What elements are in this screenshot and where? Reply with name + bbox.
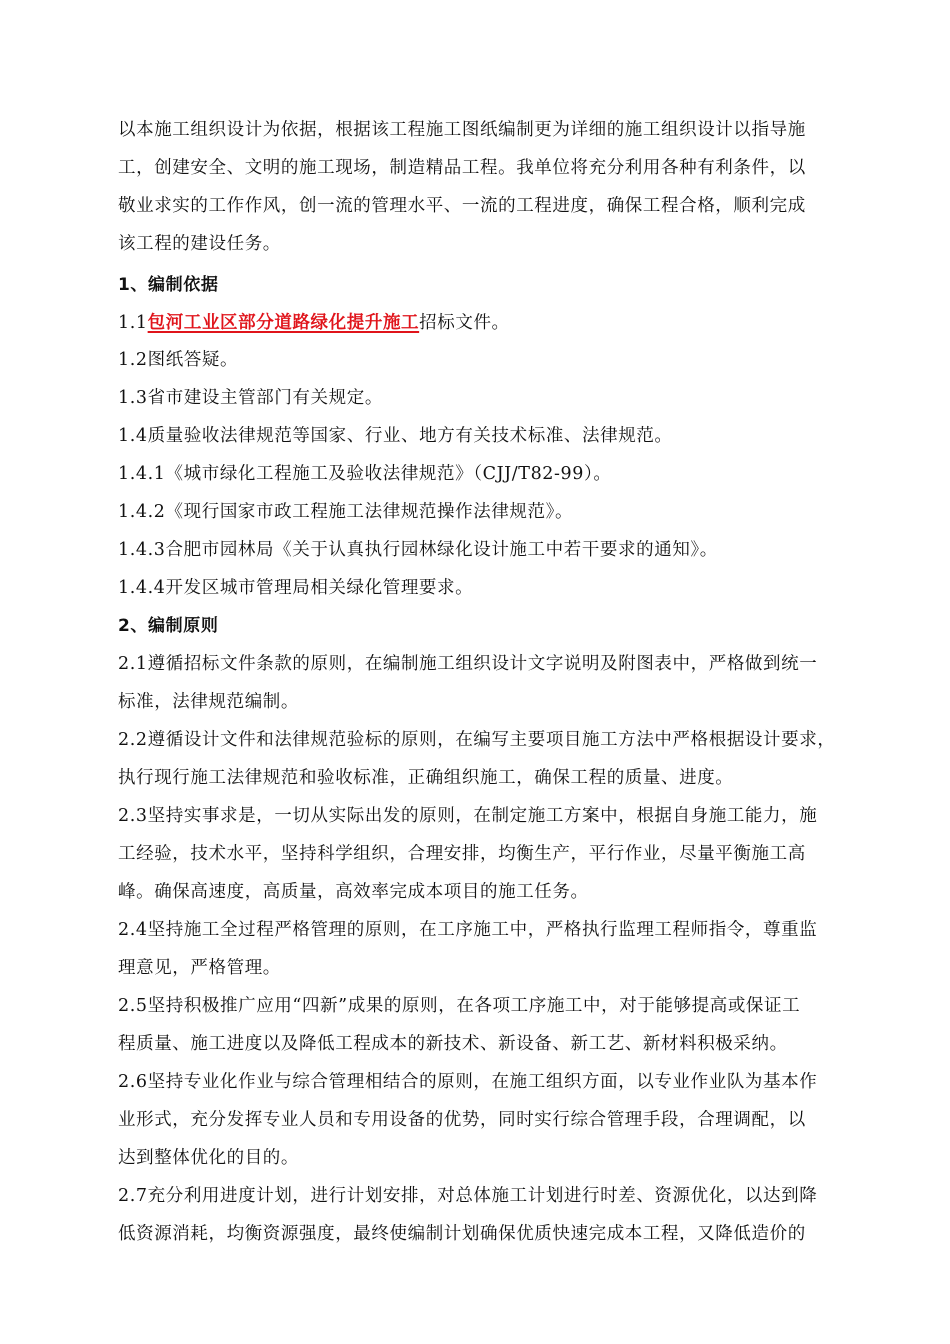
para-2-2-line-2: 执行现行施工法律规范和验收标准，正确组织施工，确保工程的质量、进度。	[118, 768, 734, 788]
item-1-4-2: 1.4.2《现行国家市政工程施工法律规范操作法律规范》。	[118, 502, 574, 522]
item-1-2: 1.2图纸答疑。	[118, 350, 239, 370]
item-1-4-3: 1.4.3合肥市园林局《关于认真执行园林绿化设计施工中若干要求的通知》。	[118, 540, 718, 560]
intro-line-2: 工，创建安全、文明的施工现场，制造精品工程。我单位将充分利用各种有利条件，以	[118, 158, 806, 178]
para-2-4-line-2: 理意见，严格管理。	[118, 958, 281, 978]
para-2-5-line-2: 程质量、施工进度以及降低工程成本的新技术、新设备、新工艺、新材料积极采纳。	[118, 1034, 788, 1054]
intro-line-1: 以本施工组织设计为依据，根据该工程施工图纸编制更为详细的施工组织设计以指导施	[118, 120, 806, 140]
para-2-1-line-1: 2.1遵循招标文件条款的原则，在编制施工组织设计文字说明及附图表中，严格做到统一	[118, 654, 818, 674]
section-1-heading: 1、编制依据	[118, 275, 219, 295]
para-2-6-line-3: 达到整体优化的目的。	[118, 1148, 299, 1168]
para-2-6-line-2: 业形式，充分发挥专业人员和专用设备的优势，同时实行综合管理手段，合理调配，以	[118, 1110, 806, 1130]
para-2-2-line-1: 2.2遵循设计文件和法律规范验标的原则，在编写主要项目施工方法中严格根据设计要求，	[118, 730, 836, 750]
para-2-6-line-1: 2.6坚持专业化作业与综合管理相结合的原则，在施工组织方面，以专业作业队为基本作	[118, 1072, 818, 1092]
para-2-4-line-1: 2.4坚持施工全过程严格管理的原则，在工序施工中，严格执行监理工程师指令，尊重监	[118, 920, 818, 940]
para-2-3-line-3: 峰。确保高速度，高质量，高效率完成本项目的施工任务。	[118, 882, 589, 902]
section-2-heading: 2、编制原则	[118, 616, 219, 636]
item-1-1-number: 1.1	[118, 313, 148, 333]
item-1-1	[118, 311, 864, 335]
intro-line-3: 敬业求实的工作作风，创一流的管理水平、一流的工程进度，确保工程合格，顺利完成	[118, 196, 806, 216]
item-1-3: 1.3省市建设主管部门有关规定。	[118, 388, 383, 408]
project-name-highlight: 包河工业区部分道路绿化提升施工	[147, 313, 420, 333]
item-1-1-text: 招标文件。	[419, 313, 510, 333]
item-1-4: 1.4质量验收法律规范等国家、行业、地方有关技术标准、法律规范。	[118, 426, 673, 446]
para-2-7-line-2: 低资源消耗，均衡资源强度，最终使编制计划确保优质快速完成本工程，又降低造价的	[118, 1224, 806, 1244]
para-2-7-line-1: 2.7充分利用进度计划，进行计划安排，对总体施工计划进行时差、资源优化，以达到降	[118, 1186, 818, 1206]
item-1-4-4: 1.4.4开发区城市管理局相关绿化管理要求。	[118, 578, 474, 598]
item-1-4-1: 1.4.1《城市绿化工程施工及验收法律规范》（CJJ/T82-99）。	[118, 464, 612, 484]
para-2-1-line-2: 标准，法律规范编制。	[118, 692, 299, 712]
para-2-5-line-1: 2.5坚持积极推广应用“四新”成果的原则，在各项工序施工中，对于能够提高或保证工	[118, 996, 801, 1016]
para-2-3-line-2: 工经验，技术水平，坚持科学组织，合理安排，均衡生产，平行作业，尽量平衡施工高	[118, 844, 806, 864]
intro-line-4: 该工程的建设任务。	[118, 234, 281, 254]
para-2-3-line-1: 2.3坚持实事求是，一切从实际出发的原则，在制定施工方案中，根据自身施工能力，施	[118, 806, 818, 826]
